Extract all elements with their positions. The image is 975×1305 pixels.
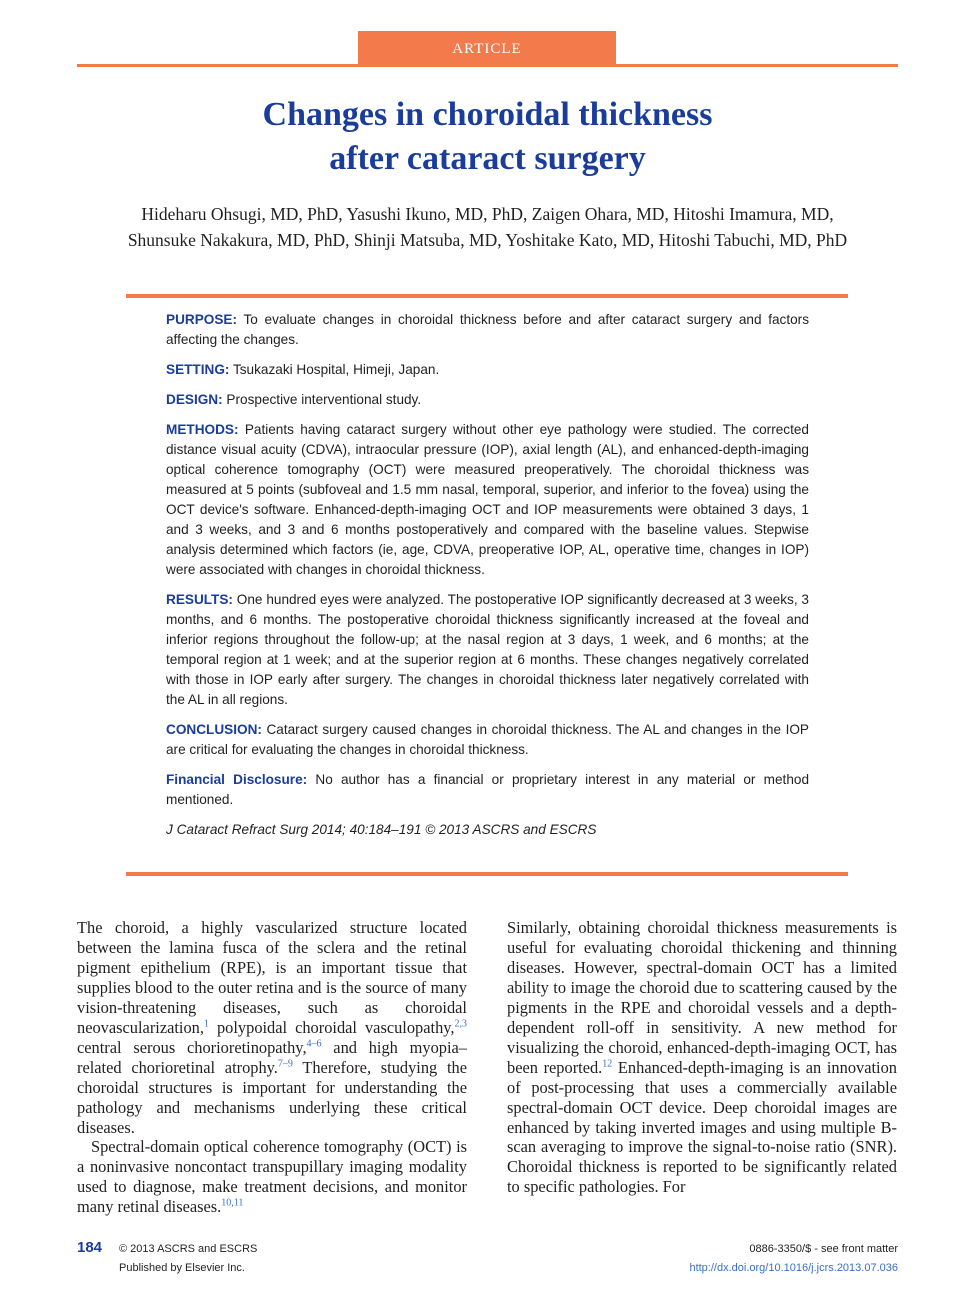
methods-text: Patients having cataract surgery without other eye pathology were studied. The corrected distance visual acuity (CDVA), intraocular pressure (IOP), axial length (AL), and enhanced-depth-imaging optical coherence tomography (OCT) were measured preoperatively. The choroidal thickness was measured at 5 points (subfoveal and 1.5 mm nasal, temporal, superior, and inferior to the fovea) using the OCT device's software. Enhanced-depth-imaging OCT and IOP measurements were obtained 3 days, 1 and 3 weeks, and 3 and 6 months postoperatively and compared with the baseline values. Stepwise analysis determined which factors (ie, age, CDVA, preoperative IOP, AL, operative time, changes in IOP) were associated with changes in choroidal thickness. [166, 422, 809, 577]
author-list [0, 201, 975, 253]
body-paragraph [507, 918, 897, 1197]
purpose-text: To evaluate changes in choroidal thickness before and after cataract surgery and factors affecting the changes. [166, 312, 809, 347]
body-text: Enhanced-depth-imaging is an innovation of post-processing that uses a commercially available spectral-domain OCT device. Deep choroidal images are enhanced by taking inverted images and using multiple B-scan averaging to improve the signal-to-noise ratio (SNR). Choroidal thickness is reported to be significantly related to specific pathologies. For [507, 1057, 897, 1197]
setting-text: Tsukazaki Hospital, Himeji, Japan. [229, 362, 440, 377]
body-paragraph [77, 918, 467, 1137]
body-paragraph [77, 1137, 467, 1217]
footer-publisher: Published by Elsevier Inc. [119, 1262, 245, 1274]
body-text: and high myopia–related chorioretinal atrophy. [77, 1037, 467, 1077]
abstract-bottom-rule [126, 872, 848, 876]
conclusion-text: Cataract surgery caused changes in choroidal thickness. The AL and changes in the IOP are critical for evaluating the changes in choroidal thickness. [166, 722, 809, 757]
body-text: Spectral-domain optical coherence tomography (OCT) is a noninvasive noncontact transpupillary imaging modality used to diagnose, make treatment decisions, and monitor many retinal diseases. [77, 1137, 467, 1217]
body-text: Similarly, obtaining choroidal thickness measurements is useful for evaluating choroidal thickening and thinning diseases. However, spectral-domain OCT has a limited ability to image the choroid due to scattering caused by the pigments in the RPE and choroidal vessels and a depth-dependent roll-off in sensitivity. A new method for visualizing the choroid, enhanced-depth-imaging OCT, has been reported. [507, 918, 897, 1077]
body-text: polypoidal choroidal vasculopathy, [208, 1017, 455, 1037]
design-text: Prospective interventional study. [222, 392, 422, 407]
page-number: 184 [77, 1239, 103, 1256]
body-column-left [77, 918, 467, 1217]
reference-link[interactable]: 4–6 [306, 1038, 322, 1050]
conclusion-label: CONCLUSION: [166, 722, 262, 737]
authors-line-2: Shunsuke Nakakura, MD, PhD, Shinji Matsuba, MD, Yoshitake Kato, MD, Hitoshi Tabuchi, MD, PhD [127, 230, 848, 250]
disclosure-text: No author has a financial or proprietary interest in any material or method mentioned. [166, 772, 810, 807]
doi-link[interactable]: http://dx.doi.org/10.1016/j.jcrs.2013.07.036 [689, 1262, 898, 1274]
abstract-design [166, 390, 809, 410]
article-type-badge: ARTICLE [358, 31, 616, 67]
abstract-results [166, 590, 809, 710]
body-column-right [507, 918, 897, 1197]
purpose-label: PURPOSE: [166, 312, 238, 327]
disclosure-label: Financial Disclosure: [166, 772, 308, 787]
body-text: Therefore, studying the choroidal structures is important for understanding the pathology and mechanisms underlying these critical diseases. [77, 1057, 468, 1137]
abstract-methods [166, 420, 809, 580]
title-line-2: after cataract surgery [329, 140, 646, 177]
article-title [0, 93, 975, 181]
reference-link[interactable]: 1 [203, 1018, 209, 1030]
abstract-disclosure [166, 770, 809, 810]
setting-label: SETTING: [166, 362, 230, 377]
body-text: central serous chorioretinopathy, [77, 1037, 307, 1057]
reference-link[interactable]: 2,3 [454, 1018, 467, 1030]
journal-citation: J Cataract Refract Surg 2014; 40:184–191 © 2013 ASCRS and ESCRS [166, 822, 597, 837]
results-text: One hundred eyes were analyzed. The postoperative IOP significantly decreased at 3 weeks, 3 months, and 6 months. The postoperative choroidal thickness significantly increased at the foveal and inferior regions throughout the follow-up; at the nasal region at 3 days, 1 week, and 6 months; at the temporal region at 1 week; and at the superior region at 6 months. These changes negatively correlated with those in IOP early after surgery. The changes in choroidal thickness later negatively correlated with the AL in all regions. [166, 592, 809, 707]
footer-copyright: © 2013 ASCRS and ESCRS [119, 1243, 258, 1255]
body-text: The choroid, a highly vascularized structure located between the lamina fusca of the sclera and the retinal pigment epithelium (RPE), is an important tissue that supplies blood to the outer retina and is the source of many vision-threatening diseases, such as choroidal neovascularization, [77, 918, 467, 1037]
methods-label: METHODS: [166, 422, 239, 437]
reference-link[interactable]: 7–9 [277, 1058, 293, 1070]
title-line-1: Changes in choroidal thickness [262, 96, 713, 133]
reference-link[interactable]: 12 [602, 1058, 613, 1070]
authors-line-1: Hideharu Ohsugi, MD, PhD, Yasushi Ikuno, MD, PhD, Zaigen Ohara, MD, Hitoshi Imamura, MD, [141, 204, 834, 224]
abstract-setting [166, 360, 809, 380]
abstract-conclusion [166, 720, 809, 760]
results-label: RESULTS: [166, 592, 233, 607]
header-rule [77, 64, 898, 67]
footer-issn: 0886-3350/$ - see front matter [749, 1243, 898, 1255]
abstract-purpose [166, 310, 809, 350]
design-label: DESIGN: [166, 392, 223, 407]
reference-link[interactable]: 10,11 [221, 1197, 244, 1209]
abstract [166, 310, 809, 850]
abstract-top-rule [126, 294, 848, 298]
